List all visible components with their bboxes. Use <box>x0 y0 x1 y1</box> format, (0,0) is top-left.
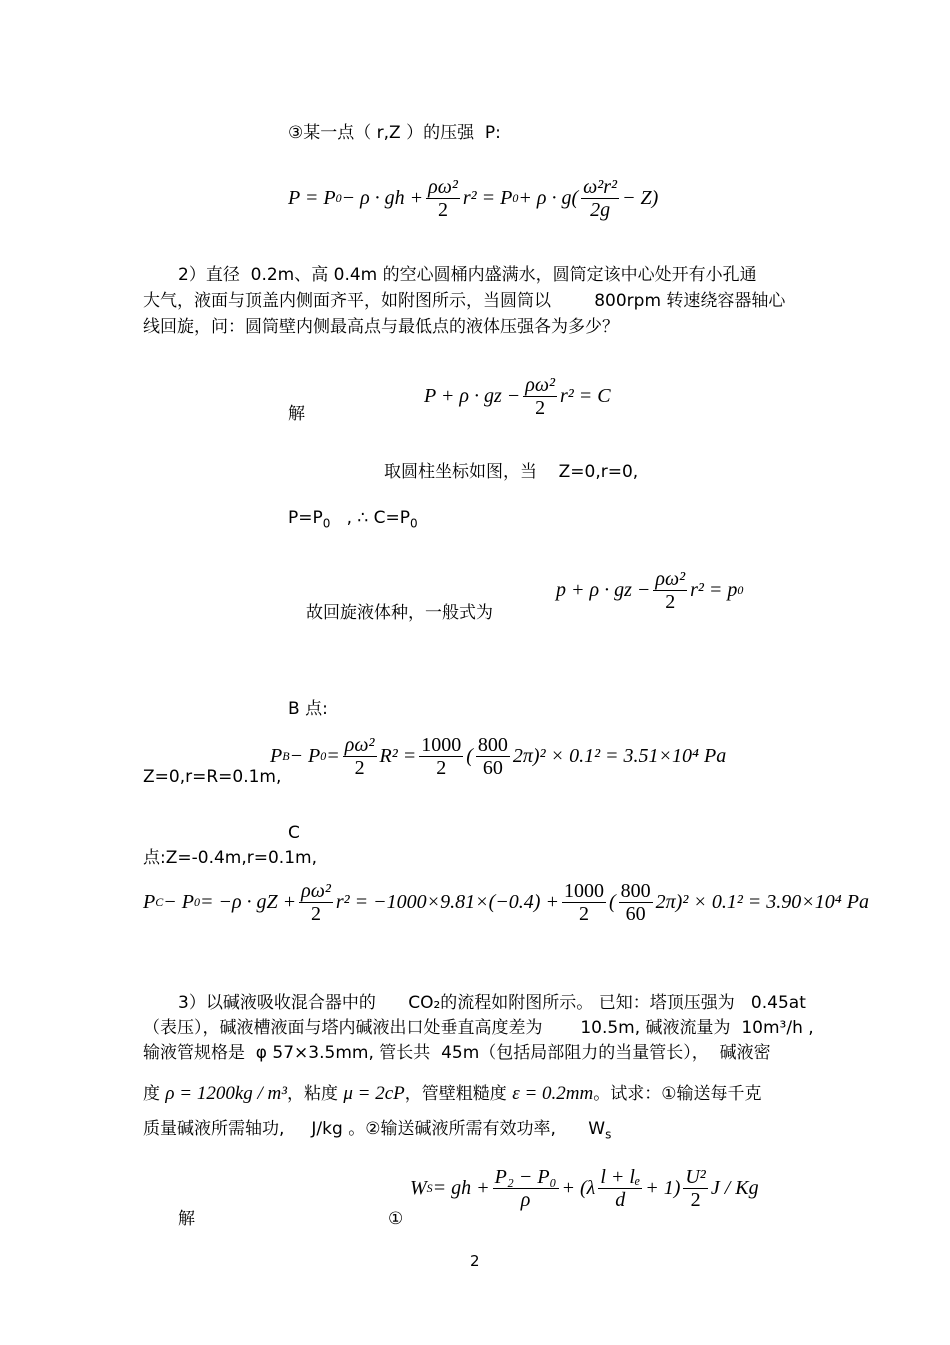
general-form-label: 故回旋液体种，一般式为 <box>306 603 493 623</box>
coordinate-text: 取圆柱坐标如图，当 Z=0,r=0, <box>384 462 639 482</box>
problem3-line1: 3）以碱液吸收混合器中的 CO₂的流程如附图所示。 已知：塔顶压强为 0.45at <box>178 993 806 1013</box>
general-equation: p + ρ · gz − $\frac{\text{ρω²}}{2}$ r² = p 0 <box>556 568 744 613</box>
section-heading: ③某一点（ r,Z ）的压强 P: <box>288 123 501 143</box>
problem3-line4: 度 ρ = 1200kg / m³ ，粘度 μ = 2cP ，管壁粗糙度 ε = 0.2mm 。试求：①输送每千克 <box>143 1083 762 1104</box>
page-number: 2 <box>470 1252 480 1270</box>
constant-text: $P=P_0$ , ∴ $C=P_0$ <box>288 508 418 531</box>
problem2-line2: 大气，液面与顶盖内侧面齐平，如附图所示，当圆筒以 800rpm 转速绕容器轴心 <box>143 291 786 311</box>
viscosity-formula: μ = 2cP <box>343 1083 405 1104</box>
point-c-equation: P C − P 0 = −ρ · gZ + $\frac{\text{ρω²}}{2}$ r² = −1000×9.81×(−0.4) + $\frac{1000}{2}$ ( $\frac{800}{60}$ 2π)² × 0.1² = 3.90×10⁴ Pa <box>143 880 869 925</box>
point-b-label: B 点: <box>288 699 328 719</box>
solve-label-3: 解 <box>178 1209 195 1229</box>
density-formula: ρ = 1200kg / m³ <box>165 1083 287 1104</box>
pressure-equation: P = P 0 − ρ · gh + $\frac{\text{ρω²}}{2}$ r² = P 0 + ρ · g( $\frac{\text{ω²r²}}{2g}$ − Z) <box>288 176 659 221</box>
point-c-condition: 点:Z=-0.4m,r=0.1m, <box>143 848 317 868</box>
point-c-label: C <box>288 823 300 843</box>
problem3-line2: （表压），碱液槽液面与塔内碱液出口处垂直高度差为 10.5m, 碱液流量为 10m³/h , <box>143 1018 814 1038</box>
problem3-line5: 质量碱液所需轴功, J/kg 。②输送碱液所需有效功率, $W_s$ <box>143 1119 612 1142</box>
shaft-work-equation: W S = gh + $\frac{\text{P₂ − P₀}}{\rho}$ + (λ $\frac{\text{l + lₑ}}{d}$ + 1) $\frac{\text{U²}}{2}$ J / Kg <box>410 1166 759 1211</box>
circled-one: ① <box>388 1209 404 1229</box>
problem2-line1: 2）直径 0.2m、高 0.4m 的空心圆桶内盛满水，圆筒定该中心处开有小孔通 <box>178 265 757 285</box>
problem2-line3: 线回旋，问：圆筒壁内侧最高点与最低点的液体压强各为多少？ <box>143 317 619 337</box>
roughness-formula: ε = 0.2mm <box>512 1083 594 1104</box>
solve-label: 解 <box>288 404 305 424</box>
bernoulli-rotation-equation: P + ρ · gz − $\frac{\text{ρω²}}{2}$ r² = C <box>424 374 611 419</box>
problem3-line3: 输液管规格是 φ 57×3.5mm, 管长共 45m（包括局部阻力的当量管长）， 碱液密 <box>143 1043 771 1063</box>
point-b-condition: Z=0,r=R=0.1m, <box>143 767 282 787</box>
point-b-equation: P B − P 0 = $\frac{\text{ρω²}}{2}$ R² = $\frac{1000}{2}$ ( $\frac{800}{60}$ 2π)² × 0.1² = 3.51×10⁴ Pa <box>270 734 727 779</box>
